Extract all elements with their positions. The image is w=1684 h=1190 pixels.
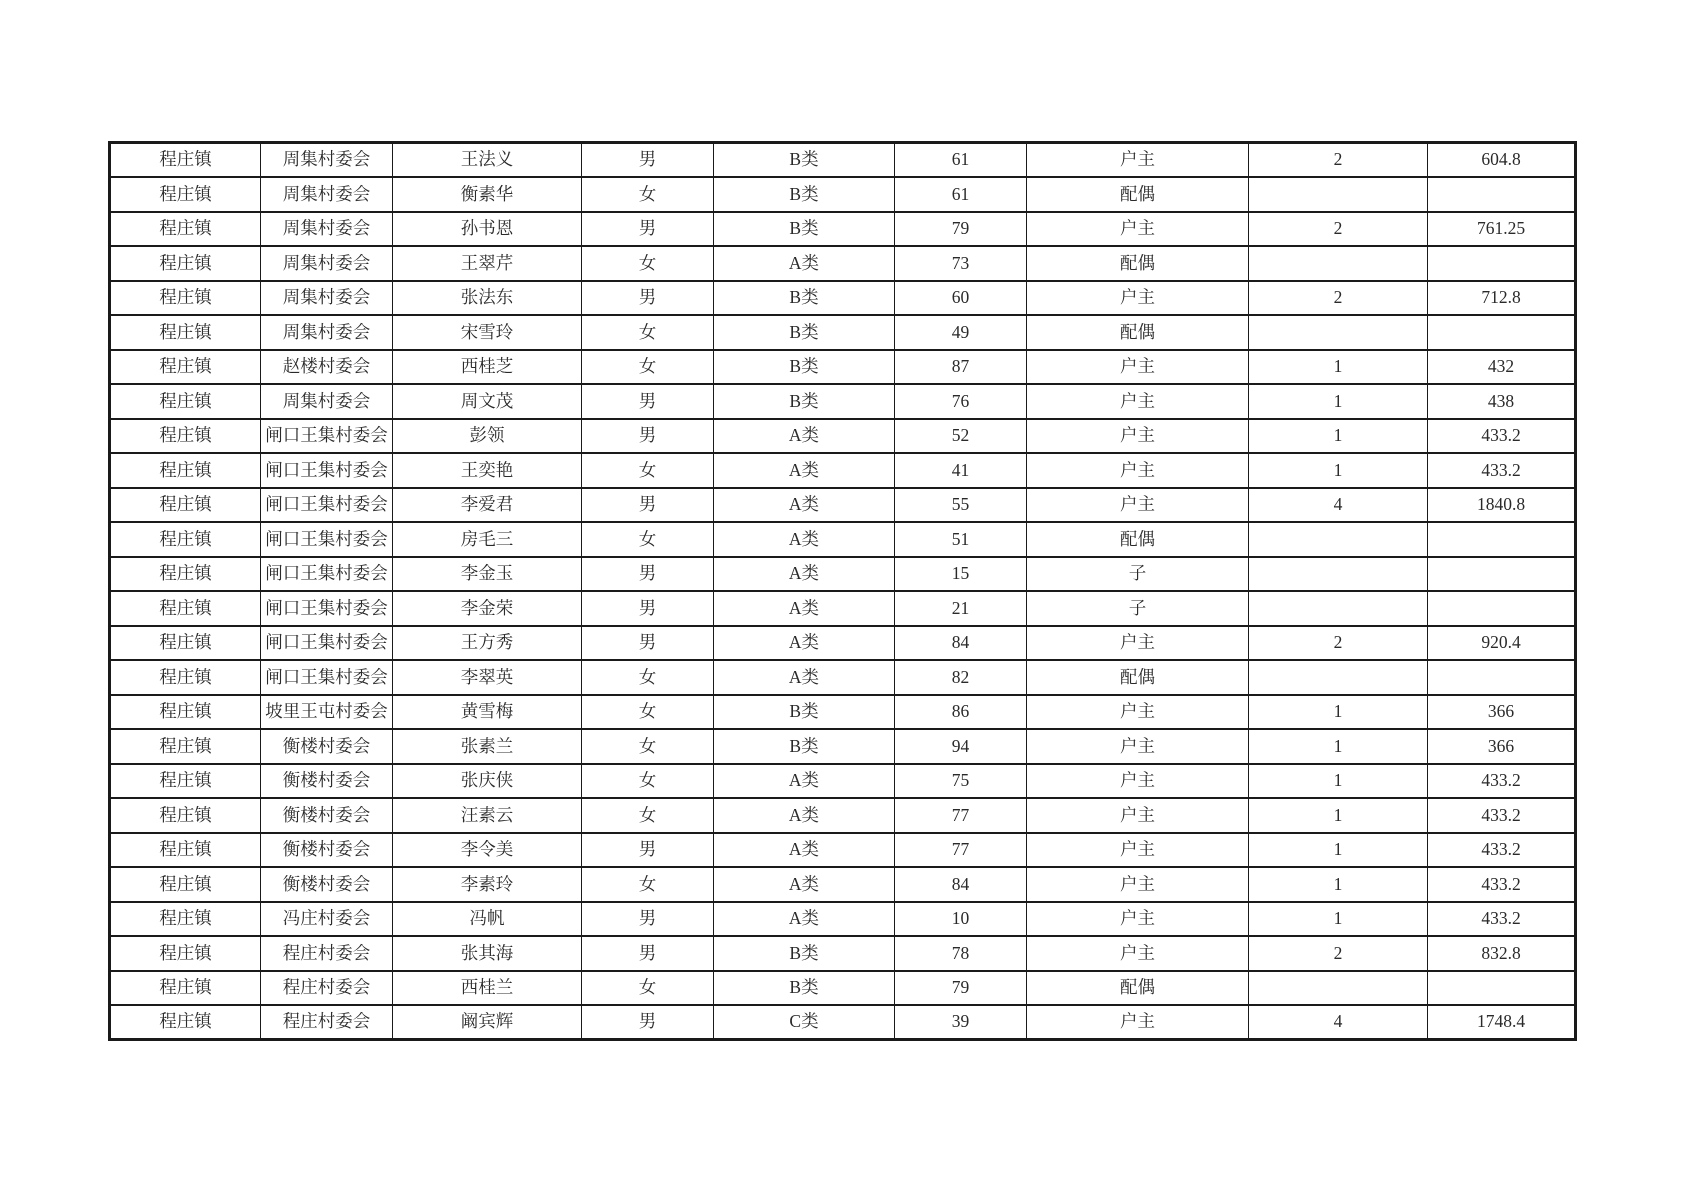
table-row bbox=[110, 453, 1576, 488]
cell-category: A类 bbox=[714, 488, 895, 523]
cell-count: 1 bbox=[1249, 350, 1428, 385]
cell-category: B类 bbox=[714, 212, 895, 247]
cell-count: 2 bbox=[1249, 143, 1428, 178]
cell-gender: 男 bbox=[582, 626, 714, 661]
cell-count: 2 bbox=[1249, 626, 1428, 661]
cell-amount: 1840.8 bbox=[1428, 488, 1576, 523]
table-row bbox=[110, 246, 1576, 281]
cell-town: 程庄镇 bbox=[110, 488, 261, 523]
cell-relation: 户主 bbox=[1027, 384, 1249, 419]
cell-town: 程庄镇 bbox=[110, 384, 261, 419]
cell-village: 闸口王集村委会 bbox=[261, 591, 393, 626]
cell-age: 76 bbox=[895, 384, 1027, 419]
cell-person-name: 孙书恩 bbox=[393, 212, 582, 247]
cell-age: 15 bbox=[895, 557, 1027, 592]
cell-town: 程庄镇 bbox=[110, 1005, 261, 1040]
cell-village: 周集村委会 bbox=[261, 384, 393, 419]
cell-town: 程庄镇 bbox=[110, 419, 261, 454]
cell-category: B类 bbox=[714, 315, 895, 350]
cell-category: A类 bbox=[714, 246, 895, 281]
cell-relation: 户主 bbox=[1027, 902, 1249, 937]
cell-person-name: 李金荣 bbox=[393, 591, 582, 626]
cell-relation: 户主 bbox=[1027, 1005, 1249, 1040]
cell-person-name: 王奕艳 bbox=[393, 453, 582, 488]
cell-gender: 女 bbox=[582, 453, 714, 488]
cell-relation: 户主 bbox=[1027, 453, 1249, 488]
cell-count: 1 bbox=[1249, 833, 1428, 868]
table-row bbox=[110, 212, 1576, 247]
cell-category: B类 bbox=[714, 695, 895, 730]
cell-village: 程庄村委会 bbox=[261, 971, 393, 1006]
cell-person-name: 张素兰 bbox=[393, 729, 582, 764]
cell-person-name: 李素玲 bbox=[393, 867, 582, 902]
cell-category: A类 bbox=[714, 867, 895, 902]
cell-amount bbox=[1428, 315, 1576, 350]
cell-village: 周集村委会 bbox=[261, 177, 393, 212]
table-row bbox=[110, 902, 1576, 937]
cell-age: 39 bbox=[895, 1005, 1027, 1040]
cell-amount: 366 bbox=[1428, 695, 1576, 730]
cell-person-name: 西桂兰 bbox=[393, 971, 582, 1006]
cell-gender: 女 bbox=[582, 315, 714, 350]
cell-relation: 配偶 bbox=[1027, 522, 1249, 557]
cell-town: 程庄镇 bbox=[110, 902, 261, 937]
cell-village: 衡楼村委会 bbox=[261, 729, 393, 764]
cell-category: B类 bbox=[714, 936, 895, 971]
cell-category: A类 bbox=[714, 453, 895, 488]
cell-age: 87 bbox=[895, 350, 1027, 385]
table-row bbox=[110, 557, 1576, 592]
cell-category: A类 bbox=[714, 591, 895, 626]
cell-category: B类 bbox=[714, 971, 895, 1006]
cell-amount: 432 bbox=[1428, 350, 1576, 385]
cell-person-name: 张法东 bbox=[393, 281, 582, 316]
cell-age: 77 bbox=[895, 833, 1027, 868]
cell-gender: 女 bbox=[582, 867, 714, 902]
cell-person-name: 李翠英 bbox=[393, 660, 582, 695]
cell-relation: 户主 bbox=[1027, 798, 1249, 833]
cell-count: 1 bbox=[1249, 798, 1428, 833]
cell-town: 程庄镇 bbox=[110, 246, 261, 281]
cell-age: 84 bbox=[895, 867, 1027, 902]
cell-gender: 男 bbox=[582, 833, 714, 868]
cell-village: 衡楼村委会 bbox=[261, 764, 393, 799]
cell-age: 52 bbox=[895, 419, 1027, 454]
table-row bbox=[110, 936, 1576, 971]
cell-town: 程庄镇 bbox=[110, 867, 261, 902]
cell-relation: 配偶 bbox=[1027, 177, 1249, 212]
cell-age: 84 bbox=[895, 626, 1027, 661]
cell-count: 1 bbox=[1249, 867, 1428, 902]
cell-age: 41 bbox=[895, 453, 1027, 488]
cell-amount: 438 bbox=[1428, 384, 1576, 419]
cell-amount: 366 bbox=[1428, 729, 1576, 764]
cell-town: 程庄镇 bbox=[110, 350, 261, 385]
cell-relation: 户主 bbox=[1027, 281, 1249, 316]
cell-count bbox=[1249, 557, 1428, 592]
cell-count: 1 bbox=[1249, 453, 1428, 488]
cell-gender: 男 bbox=[582, 488, 714, 523]
cell-relation: 户主 bbox=[1027, 143, 1249, 178]
cell-village: 周集村委会 bbox=[261, 143, 393, 178]
cell-person-name: 王方秀 bbox=[393, 626, 582, 661]
cell-person-name: 房毛三 bbox=[393, 522, 582, 557]
cell-age: 94 bbox=[895, 729, 1027, 764]
table-row bbox=[110, 384, 1576, 419]
cell-category: A类 bbox=[714, 557, 895, 592]
cell-village: 衡楼村委会 bbox=[261, 833, 393, 868]
cell-village: 冯庄村委会 bbox=[261, 902, 393, 937]
cell-count bbox=[1249, 591, 1428, 626]
cell-amount bbox=[1428, 971, 1576, 1006]
cell-category: A类 bbox=[714, 522, 895, 557]
cell-town: 程庄镇 bbox=[110, 212, 261, 247]
cell-age: 73 bbox=[895, 246, 1027, 281]
cell-gender: 女 bbox=[582, 522, 714, 557]
cell-village: 闸口王集村委会 bbox=[261, 488, 393, 523]
table-row bbox=[110, 626, 1576, 661]
cell-category: B类 bbox=[714, 350, 895, 385]
cell-category: B类 bbox=[714, 384, 895, 419]
cell-category: C类 bbox=[714, 1005, 895, 1040]
cell-relation: 户主 bbox=[1027, 764, 1249, 799]
cell-category: A类 bbox=[714, 626, 895, 661]
cell-count: 4 bbox=[1249, 488, 1428, 523]
table-row bbox=[110, 143, 1576, 178]
cell-gender: 女 bbox=[582, 350, 714, 385]
cell-amount: 433.2 bbox=[1428, 798, 1576, 833]
table-row bbox=[110, 1005, 1576, 1040]
cell-gender: 女 bbox=[582, 764, 714, 799]
cell-count: 2 bbox=[1249, 212, 1428, 247]
cell-relation: 户主 bbox=[1027, 488, 1249, 523]
cell-relation: 配偶 bbox=[1027, 315, 1249, 350]
table-row bbox=[110, 281, 1576, 316]
cell-count: 2 bbox=[1249, 936, 1428, 971]
cell-person-name: 衡素华 bbox=[393, 177, 582, 212]
cell-amount: 712.8 bbox=[1428, 281, 1576, 316]
cell-amount: 433.2 bbox=[1428, 902, 1576, 937]
cell-category: A类 bbox=[714, 660, 895, 695]
cell-count: 1 bbox=[1249, 419, 1428, 454]
cell-town: 程庄镇 bbox=[110, 522, 261, 557]
cell-person-name: 冯帆 bbox=[393, 902, 582, 937]
cell-village: 闸口王集村委会 bbox=[261, 557, 393, 592]
cell-village: 周集村委会 bbox=[261, 281, 393, 316]
cell-gender: 男 bbox=[582, 591, 714, 626]
cell-person-name: 彭领 bbox=[393, 419, 582, 454]
cell-gender: 男 bbox=[582, 902, 714, 937]
cell-count bbox=[1249, 660, 1428, 695]
cell-age: 77 bbox=[895, 798, 1027, 833]
cell-gender: 女 bbox=[582, 695, 714, 730]
cell-town: 程庄镇 bbox=[110, 281, 261, 316]
cell-amount: 433.2 bbox=[1428, 867, 1576, 902]
cell-town: 程庄镇 bbox=[110, 626, 261, 661]
cell-count: 4 bbox=[1249, 1005, 1428, 1040]
cell-gender: 女 bbox=[582, 660, 714, 695]
table-row bbox=[110, 522, 1576, 557]
cell-relation: 子 bbox=[1027, 557, 1249, 592]
cell-town: 程庄镇 bbox=[110, 660, 261, 695]
cell-village: 闸口王集村委会 bbox=[261, 626, 393, 661]
cell-village: 闸口王集村委会 bbox=[261, 419, 393, 454]
cell-relation: 子 bbox=[1027, 591, 1249, 626]
cell-town: 程庄镇 bbox=[110, 971, 261, 1006]
cell-age: 82 bbox=[895, 660, 1027, 695]
records-table-body bbox=[110, 143, 1576, 1040]
cell-category: A类 bbox=[714, 764, 895, 799]
cell-town: 程庄镇 bbox=[110, 557, 261, 592]
cell-age: 79 bbox=[895, 971, 1027, 1006]
cell-village: 闸口王集村委会 bbox=[261, 660, 393, 695]
cell-count bbox=[1249, 177, 1428, 212]
table-row bbox=[110, 833, 1576, 868]
table-row bbox=[110, 591, 1576, 626]
table-row bbox=[110, 419, 1576, 454]
cell-village: 闸口王集村委会 bbox=[261, 453, 393, 488]
cell-age: 10 bbox=[895, 902, 1027, 937]
cell-person-name: 王翠芹 bbox=[393, 246, 582, 281]
cell-gender: 女 bbox=[582, 798, 714, 833]
cell-person-name: 李令美 bbox=[393, 833, 582, 868]
table-row bbox=[110, 695, 1576, 730]
cell-category: A类 bbox=[714, 419, 895, 454]
cell-count: 1 bbox=[1249, 764, 1428, 799]
cell-person-name: 张其海 bbox=[393, 936, 582, 971]
cell-village: 周集村委会 bbox=[261, 212, 393, 247]
cell-count bbox=[1249, 971, 1428, 1006]
cell-person-name: 西桂芝 bbox=[393, 350, 582, 385]
cell-amount: 604.8 bbox=[1428, 143, 1576, 178]
cell-person-name: 周文茂 bbox=[393, 384, 582, 419]
cell-village: 周集村委会 bbox=[261, 315, 393, 350]
cell-person-name: 黄雪梅 bbox=[393, 695, 582, 730]
cell-age: 79 bbox=[895, 212, 1027, 247]
cell-relation: 配偶 bbox=[1027, 660, 1249, 695]
cell-amount: 433.2 bbox=[1428, 453, 1576, 488]
cell-village: 闸口王集村委会 bbox=[261, 522, 393, 557]
cell-category: A类 bbox=[714, 798, 895, 833]
table-row bbox=[110, 660, 1576, 695]
cell-village: 周集村委会 bbox=[261, 246, 393, 281]
cell-age: 78 bbox=[895, 936, 1027, 971]
cell-count: 1 bbox=[1249, 902, 1428, 937]
cell-relation: 户主 bbox=[1027, 626, 1249, 661]
table-row bbox=[110, 488, 1576, 523]
cell-village: 衡楼村委会 bbox=[261, 798, 393, 833]
cell-relation: 户主 bbox=[1027, 729, 1249, 764]
cell-person-name: 李爱君 bbox=[393, 488, 582, 523]
cell-person-name: 王法义 bbox=[393, 143, 582, 178]
cell-count bbox=[1249, 522, 1428, 557]
cell-amount bbox=[1428, 522, 1576, 557]
cell-category: A类 bbox=[714, 833, 895, 868]
cell-gender: 男 bbox=[582, 1005, 714, 1040]
cell-amount bbox=[1428, 246, 1576, 281]
cell-amount bbox=[1428, 660, 1576, 695]
cell-gender: 男 bbox=[582, 384, 714, 419]
cell-village: 程庄村委会 bbox=[261, 1005, 393, 1040]
cell-gender: 男 bbox=[582, 212, 714, 247]
cell-town: 程庄镇 bbox=[110, 764, 261, 799]
cell-amount bbox=[1428, 177, 1576, 212]
table-row bbox=[110, 764, 1576, 799]
cell-count: 1 bbox=[1249, 384, 1428, 419]
cell-age: 55 bbox=[895, 488, 1027, 523]
cell-category: B类 bbox=[714, 143, 895, 178]
cell-category: B类 bbox=[714, 177, 895, 212]
table-row bbox=[110, 971, 1576, 1006]
cell-village: 程庄村委会 bbox=[261, 936, 393, 971]
table-row bbox=[110, 798, 1576, 833]
cell-amount: 433.2 bbox=[1428, 833, 1576, 868]
cell-person-name: 张庆侠 bbox=[393, 764, 582, 799]
cell-amount: 433.2 bbox=[1428, 419, 1576, 454]
cell-person-name: 阚宾辉 bbox=[393, 1005, 582, 1040]
cell-person-name: 宋雪玲 bbox=[393, 315, 582, 350]
cell-amount: 920.4 bbox=[1428, 626, 1576, 661]
cell-relation: 户主 bbox=[1027, 695, 1249, 730]
cell-gender: 女 bbox=[582, 971, 714, 1006]
cell-person-name: 汪素云 bbox=[393, 798, 582, 833]
cell-town: 程庄镇 bbox=[110, 453, 261, 488]
cell-village: 坡里王屯村委会 bbox=[261, 695, 393, 730]
table-row bbox=[110, 350, 1576, 385]
cell-category: B类 bbox=[714, 729, 895, 764]
cell-gender: 男 bbox=[582, 143, 714, 178]
cell-age: 21 bbox=[895, 591, 1027, 626]
cell-age: 51 bbox=[895, 522, 1027, 557]
cell-town: 程庄镇 bbox=[110, 695, 261, 730]
cell-relation: 户主 bbox=[1027, 833, 1249, 868]
cell-count: 2 bbox=[1249, 281, 1428, 316]
cell-amount: 1748.4 bbox=[1428, 1005, 1576, 1040]
cell-count bbox=[1249, 246, 1428, 281]
table-row bbox=[110, 315, 1576, 350]
cell-age: 61 bbox=[895, 143, 1027, 178]
cell-town: 程庄镇 bbox=[110, 936, 261, 971]
cell-village: 赵楼村委会 bbox=[261, 350, 393, 385]
cell-relation: 户主 bbox=[1027, 419, 1249, 454]
cell-amount: 433.2 bbox=[1428, 764, 1576, 799]
records-table bbox=[108, 141, 1577, 1041]
cell-age: 75 bbox=[895, 764, 1027, 799]
table-row bbox=[110, 177, 1576, 212]
cell-age: 86 bbox=[895, 695, 1027, 730]
cell-gender: 男 bbox=[582, 557, 714, 592]
table-row bbox=[110, 729, 1576, 764]
cell-gender: 男 bbox=[582, 419, 714, 454]
cell-relation: 户主 bbox=[1027, 867, 1249, 902]
cell-relation: 配偶 bbox=[1027, 971, 1249, 1006]
cell-town: 程庄镇 bbox=[110, 729, 261, 764]
cell-town: 程庄镇 bbox=[110, 315, 261, 350]
cell-amount: 832.8 bbox=[1428, 936, 1576, 971]
cell-town: 程庄镇 bbox=[110, 591, 261, 626]
cell-person-name: 李金玉 bbox=[393, 557, 582, 592]
cell-gender: 女 bbox=[582, 729, 714, 764]
cell-relation: 户主 bbox=[1027, 212, 1249, 247]
cell-gender: 男 bbox=[582, 281, 714, 316]
cell-count: 1 bbox=[1249, 695, 1428, 730]
cell-relation: 配偶 bbox=[1027, 246, 1249, 281]
cell-village: 衡楼村委会 bbox=[261, 867, 393, 902]
cell-relation: 户主 bbox=[1027, 936, 1249, 971]
table-row bbox=[110, 867, 1576, 902]
cell-count: 1 bbox=[1249, 729, 1428, 764]
cell-count bbox=[1249, 315, 1428, 350]
cell-relation: 户主 bbox=[1027, 350, 1249, 385]
cell-age: 49 bbox=[895, 315, 1027, 350]
cell-amount: 761.25 bbox=[1428, 212, 1576, 247]
cell-town: 程庄镇 bbox=[110, 177, 261, 212]
cell-amount bbox=[1428, 591, 1576, 626]
cell-amount bbox=[1428, 557, 1576, 592]
cell-category: B类 bbox=[714, 281, 895, 316]
cell-gender: 女 bbox=[582, 177, 714, 212]
cell-category: A类 bbox=[714, 902, 895, 937]
cell-town: 程庄镇 bbox=[110, 833, 261, 868]
cell-gender: 女 bbox=[582, 246, 714, 281]
cell-town: 程庄镇 bbox=[110, 143, 261, 178]
cell-gender: 男 bbox=[582, 936, 714, 971]
cell-age: 60 bbox=[895, 281, 1027, 316]
cell-town: 程庄镇 bbox=[110, 798, 261, 833]
cell-age: 61 bbox=[895, 177, 1027, 212]
